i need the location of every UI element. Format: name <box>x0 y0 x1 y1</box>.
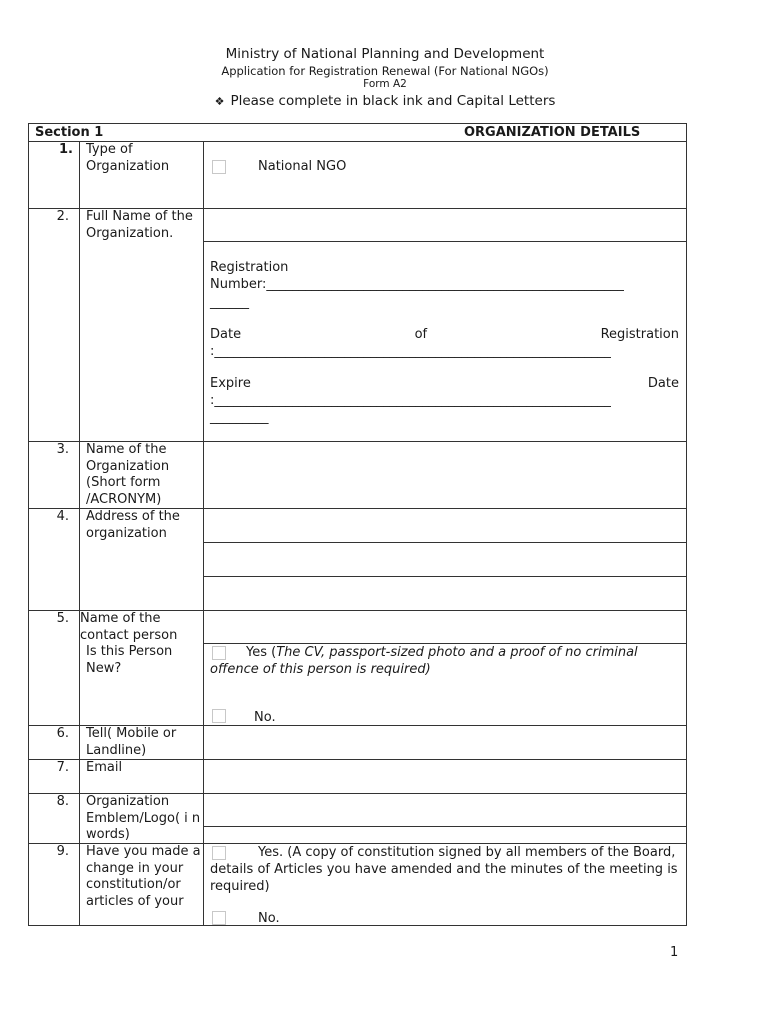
national-ngo-option: National NGO <box>258 159 347 174</box>
expire-date-label <box>210 375 679 392</box>
registration-number-line[interactable]: Number:_______________________________________________________ <box>210 277 624 292</box>
row-number: 4. <box>56 509 69 524</box>
registration-label: Registration <box>210 260 289 275</box>
address-field[interactable] <box>204 509 686 609</box>
expire-word: Expire <box>210 376 251 391</box>
date-of-registration-label <box>210 326 679 343</box>
row-number: 8. <box>56 794 69 809</box>
full-name-field[interactable] <box>204 209 686 241</box>
row-number: 5. <box>56 611 69 626</box>
row-number: 3. <box>56 442 69 457</box>
email-field[interactable] <box>204 760 686 793</box>
email-label: Email <box>86 760 123 775</box>
row-number: 1. <box>59 142 73 157</box>
organization-details-form <box>28 123 687 926</box>
field-divider <box>203 826 686 827</box>
telephone-label: Tell( Mobile or Landline) <box>86 726 177 758</box>
registration-word: Registration <box>600 327 679 342</box>
expire-date-line[interactable]: :_____________________________________________________________ <box>210 393 611 408</box>
expire-date-tail: _________ <box>210 410 269 425</box>
is-person-new-label: Is this Person New? <box>86 644 173 676</box>
constitution-no-checkbox[interactable] <box>212 911 226 925</box>
application-title: Application for Registration Renewal (For National NGOs) <box>221 64 549 78</box>
date-word: Date <box>647 376 679 391</box>
row-number: 6. <box>56 726 69 741</box>
number-column-line <box>79 141 80 925</box>
ministry-title: Ministry of National Planning and Development <box>225 46 545 62</box>
person-new-no-checkbox[interactable] <box>212 709 226 723</box>
person-new-no-option: No. <box>254 710 276 725</box>
section-heading: ORGANIZATION DETAILS <box>464 125 641 140</box>
diamond-bullet-icon: ❖ <box>214 95 225 108</box>
emblem-field[interactable] <box>204 794 686 842</box>
constitution-yes-option: Yes. (A copy of constitution signed by all members of the Board, details of Articles you have amended and the minutes of the meeting is required) <box>210 845 678 894</box>
constitution-no-option: No. <box>258 911 280 926</box>
form-id: Form A2 <box>363 78 407 90</box>
field-divider <box>203 576 686 577</box>
type-of-organization-label: Type of Organization <box>86 142 170 174</box>
acronym-field[interactable] <box>204 442 686 508</box>
national-ngo-checkbox[interactable] <box>212 160 226 174</box>
instruction <box>0 93 770 109</box>
field-divider <box>203 542 686 543</box>
yes-note: The CV, passport-sized photo and a proof of no criminal offence of this person is required) <box>210 645 638 677</box>
date-word: Date <box>210 327 242 342</box>
full-name-label: Full Name of the Organization. <box>86 209 193 241</box>
telephone-field[interactable] <box>204 726 686 759</box>
date-of-registration-line[interactable]: :_____________________________________________________________ <box>210 344 611 359</box>
contact-person-label: Name of the contact person <box>80 611 202 644</box>
page-number: 1 <box>670 945 679 960</box>
field-divider <box>203 241 686 242</box>
of-word: of <box>414 327 428 342</box>
row-number: 7. <box>56 760 69 775</box>
person-new-yes-option <box>210 644 680 678</box>
row-number: 9. <box>56 844 69 859</box>
registration-number-tail: ______ <box>210 295 249 310</box>
row-number: 2. <box>56 209 69 224</box>
instruction-text: Please complete in black ink and Capital Letters <box>230 93 556 109</box>
section-title: Section 1 <box>35 125 104 140</box>
yes-text: Yes ( <box>246 645 277 660</box>
emblem-label: Organization Emblem/Logo( i n words) <box>86 794 201 842</box>
acronym-label: Name of the Organization (Short form /ACRONYM) <box>86 442 170 507</box>
address-label: Address of the organization <box>86 509 180 541</box>
constitution-change-label: Have you made a change in your constitution/or articles of your <box>86 844 201 909</box>
contact-person-field[interactable] <box>204 611 686 643</box>
